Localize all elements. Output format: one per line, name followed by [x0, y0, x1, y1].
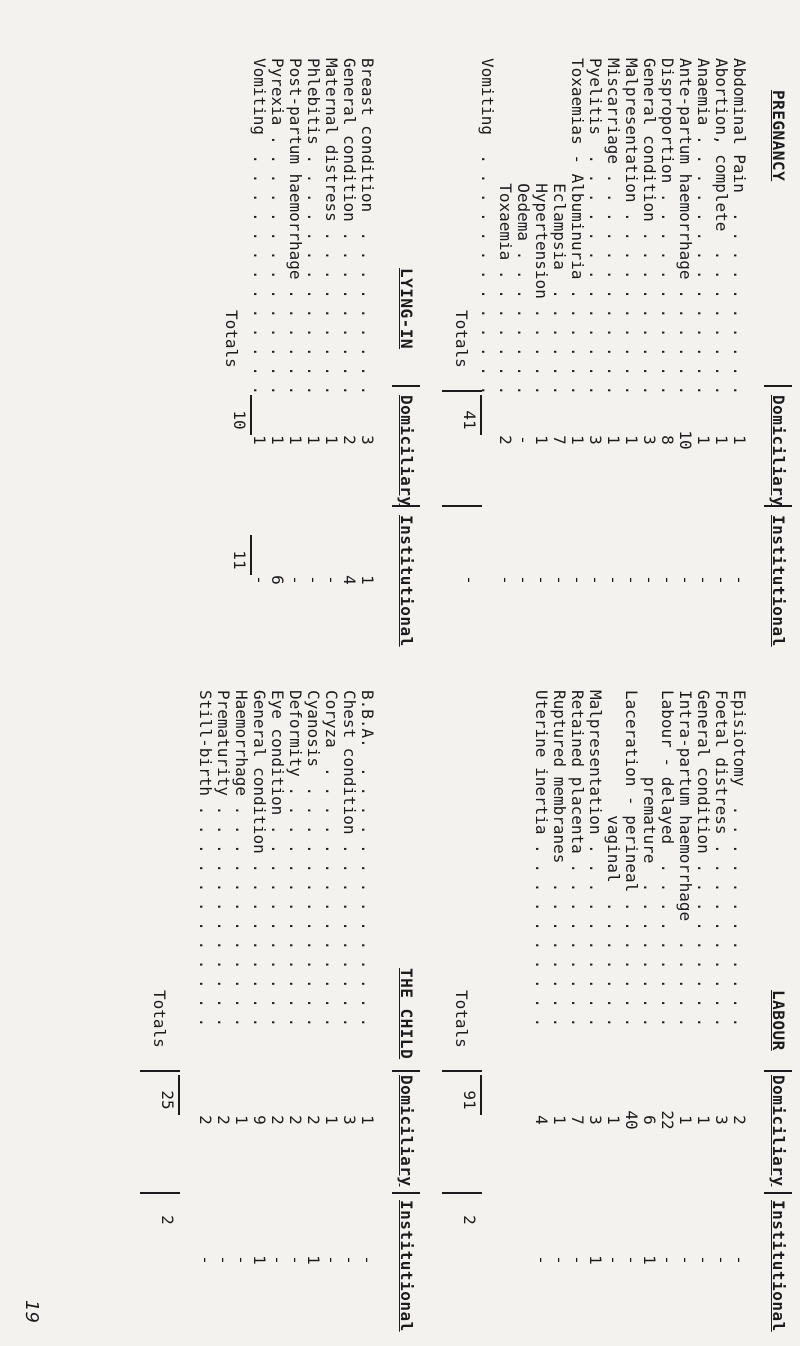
labour-row-label: General condition . . . . . . . . .	[694, 690, 713, 1028]
lying-in-row-institutional: -	[250, 575, 269, 585]
pregnancy-row-domiciliary: 1	[730, 435, 749, 445]
pregnancy-row-label: Malpresentation . . . . . . . . . .	[622, 58, 641, 396]
pregnancy-row-label: Anaemia . . . . . . . . . . . . . .	[694, 58, 713, 396]
lying-in-row-domiciliary: 1	[286, 435, 305, 445]
pregnancy-row-institutional: -	[712, 575, 731, 585]
the-child-totals-bracket-inst	[140, 1192, 180, 1194]
lying-in-row-label: Vomiting . . . . . . . . . . . . .	[250, 58, 269, 396]
pregnancy-row-label: Abdominal Pain . . . . . . . . . .	[730, 58, 749, 396]
labour-row-label: vaginal . . . . . . .	[604, 690, 623, 1028]
lying-in-row-label: Post-partum haemorrhage . . . . . .	[286, 58, 305, 396]
labour-row-institutional: -	[694, 1255, 713, 1265]
the-child-institutional-values	[196, 1240, 376, 1280]
pregnancy-row-domiciliary: 3	[640, 435, 659, 445]
pregnancy-heading: PREGNANCY	[769, 90, 788, 182]
labour-row-domiciliary: 4	[532, 1115, 551, 1125]
labour-row-label: Laceration - perineal . . . . . . .	[622, 690, 641, 1028]
pregnancy-row-label: Oedema . . . . . . . .	[514, 58, 533, 396]
labour-row-domiciliary: 1	[676, 1115, 695, 1125]
lying-in-col-domiciliary: Domiciliary	[397, 395, 416, 507]
lying-in-totals-rule-dom	[250, 395, 252, 435]
labour-header-divider-1	[764, 1070, 792, 1072]
lying-in-totals-dom: 10	[230, 410, 249, 430]
labour-row-label: Episiotomy . . . . . . . . . . . .	[730, 690, 749, 1028]
pregnancy-row-label: Eclampsia . . . . . .	[550, 58, 569, 396]
labour-row-domiciliary: 1	[694, 1115, 713, 1125]
the-child-row-institutional: -	[268, 1255, 287, 1265]
pregnancy-row-institutional: -	[730, 575, 749, 585]
pregnancy-row-domiciliary: 7	[550, 435, 569, 445]
labour-row-label: Intra-partum haemorrhage . . . . .	[676, 690, 695, 1028]
the-child-row-label: Coryza . . . . . . . . . . . . . .	[322, 690, 341, 1028]
the-child-row-institutional: -	[232, 1255, 251, 1265]
labour-row-institutional: 1	[640, 1255, 659, 1265]
lying-in-row-label: Breast condition . . . . . . . . .	[358, 58, 377, 396]
the-child-row-institutional: -	[214, 1255, 233, 1265]
pregnancy-row-label: Disproportion . . . . . . . . . . .	[658, 58, 677, 396]
labour-label-list	[532, 690, 748, 1027]
labour-totals-bracket-inst	[442, 1192, 482, 1194]
lying-in-row-label: General condition . . . . . . . . .	[340, 58, 359, 396]
labour-row-domiciliary: 7	[568, 1115, 587, 1125]
labour-row-institutional: -	[676, 1255, 695, 1265]
lying-in-row-institutional: 6	[268, 575, 287, 585]
labour-row-institutional: -	[712, 1255, 731, 1265]
lying-in-header-divider-1	[392, 385, 420, 387]
labour-row-domiciliary: 22	[658, 1110, 677, 1130]
lying-in-heading: LYING-IN	[397, 268, 416, 350]
labour-institutional-values	[532, 1240, 748, 1280]
the-child-row-label: Haemorrhage . . . . . . . . . . . .	[232, 690, 251, 1028]
pregnancy-row-label: Ante-partum haemorrhage . . . . . .	[676, 58, 695, 396]
pregnancy-totals-dom: 41	[460, 410, 479, 430]
labour-header-divider-2	[764, 1192, 792, 1194]
pregnancy-row-label: Miscarriage . . . . . . . . . . . .	[604, 58, 623, 396]
pregnancy-row-domiciliary: 1	[604, 435, 623, 445]
pregnancy-header-divider-2	[764, 505, 792, 507]
the-child-row-label: Prematurity . . . . . . . . . . . .	[214, 690, 233, 1028]
lying-in-label-list	[250, 58, 376, 395]
pregnancy-row-institutional: -	[622, 575, 641, 585]
the-child-row-label: Still-birth . . . . . . . . . . . .	[196, 690, 215, 1028]
pregnancy-row-institutional: -	[694, 575, 713, 585]
the-child-row-domiciliary: 2	[214, 1115, 233, 1125]
labour-row-label: Foetal distress . . . . . . . . . .	[712, 690, 731, 1028]
labour-col-domiciliary: Domiciliary	[769, 1075, 788, 1187]
labour-row-domiciliary: 3	[712, 1115, 731, 1125]
the-child-row-domiciliary: 3	[340, 1115, 359, 1125]
lying-in-row-institutional: -	[304, 575, 323, 585]
lying-in-row-label: Pyrexia . . . . . . . . . . . . . .	[268, 58, 287, 396]
labour-row-label: Uterine inertia . . . . . . . . . .	[532, 690, 551, 1028]
lying-in-row-institutional: -	[286, 575, 305, 585]
labour-row-label: premature . . . . . . . .	[640, 690, 659, 1028]
the-child-domiciliary-values	[196, 1100, 376, 1140]
pregnancy-row-institutional: -	[568, 575, 587, 585]
labour-totals-bracket-dom	[442, 1070, 482, 1072]
the-child-totals-dom: 25	[158, 1090, 177, 1110]
pregnancy-label-list	[478, 58, 748, 395]
the-child-row-institutional: -	[196, 1255, 215, 1265]
lying-in-col-institutional: Institutional	[397, 515, 416, 647]
pregnancy-row-institutional: -	[640, 575, 659, 585]
the-child-col-institutional: Institutional	[397, 1200, 416, 1332]
labour-row-institutional: -	[622, 1255, 641, 1265]
lying-in-totals-label: Totals	[222, 310, 241, 368]
the-child-row-institutional: -	[340, 1255, 359, 1265]
the-child-row-domiciliary: 2	[286, 1115, 305, 1125]
lying-in-row-institutional: -	[322, 575, 341, 585]
labour-row-domiciliary: 40	[622, 1110, 641, 1130]
pregnancy-row-label: Abortion, complete . . . . . . . .	[712, 58, 731, 396]
pregnancy-row-institutional: -	[550, 575, 569, 585]
the-child-row-institutional: -	[358, 1255, 377, 1265]
the-child-row-institutional: 1	[304, 1255, 323, 1265]
labour-row-domiciliary: 3	[586, 1115, 605, 1125]
lying-in-row-domiciliary: 3	[358, 435, 377, 445]
lying-in-institutional-values	[250, 560, 376, 600]
pregnancy-totals-bracket-inst	[442, 505, 482, 507]
pregnancy-row-domiciliary: -	[514, 435, 533, 445]
the-child-row-label: Deformity . . . . . . . . . . . . .	[286, 690, 305, 1028]
labour-row-institutional: 1	[586, 1255, 605, 1265]
the-child-row-label: Cyanosis . . . . . . . . . . . . .	[304, 690, 323, 1028]
labour-row-label: Ruptured membranes . . . . . . . .	[550, 690, 569, 1028]
pregnancy-row-domiciliary: 1	[694, 435, 713, 445]
the-child-totals-bracket-dom	[140, 1070, 180, 1072]
the-child-row-domiciliary: 2	[196, 1115, 215, 1125]
pregnancy-row-label: Vomiting . . . . . . . . . . . . .	[478, 58, 497, 396]
the-child-row-domiciliary: 2	[304, 1115, 323, 1125]
pregnancy-row-domiciliary: 1	[712, 435, 731, 445]
pregnancy-row-domiciliary: 3	[586, 435, 605, 445]
the-child-row-institutional: 1	[250, 1255, 269, 1265]
pregnancy-row-institutional: -	[658, 575, 677, 585]
labour-row-label: Retained placenta . . . . . . . . .	[568, 690, 587, 1028]
the-child-header-divider-1	[392, 1070, 420, 1072]
the-child-totals-label: Totals	[150, 990, 169, 1048]
page-number: 19	[21, 1300, 42, 1323]
the-child-row-label: B.B.A. . . . . . . . . . . . . . .	[358, 690, 377, 1028]
labour-row-label: Labour - delayed . . . . . . . . .	[658, 690, 677, 1028]
lying-in-domiciliary-values	[250, 420, 376, 460]
the-child-label-list	[196, 690, 376, 1027]
pregnancy-row-domiciliary: 1	[532, 435, 551, 445]
pregnancy-row-label: Pyelitis . . . . . . . . . . . . .	[586, 58, 605, 396]
labour-row-institutional: -	[568, 1255, 587, 1265]
lying-in-row-label: Maternal distress . . . . . . . . .	[322, 58, 341, 396]
labour-domiciliary-values	[532, 1100, 748, 1140]
the-child-row-domiciliary: 1	[322, 1115, 341, 1125]
labour-col-institutional: Institutional	[769, 1200, 788, 1332]
pregnancy-totals-inst: -	[460, 575, 479, 585]
pregnancy-col-domiciliary: Domiciliary	[769, 395, 788, 507]
labour-row-domiciliary: 6	[640, 1115, 659, 1125]
labour-row-institutional: -	[604, 1255, 623, 1265]
pregnancy-totals-rule-dom	[480, 395, 482, 435]
pregnancy-row-domiciliary: 1	[568, 435, 587, 445]
pregnancy-totals-bracket-dom	[442, 390, 482, 392]
lying-in-row-label: Phlebitis . . . . . . . . . . . . .	[304, 58, 323, 396]
the-child-col-domiciliary: Domiciliary	[397, 1075, 416, 1187]
labour-row-domiciliary: 1	[604, 1115, 623, 1125]
the-child-row-institutional: -	[286, 1255, 305, 1265]
labour-totals-dom: 91	[460, 1090, 479, 1110]
pregnancy-row-institutional: -	[676, 575, 695, 585]
the-child-totals-inst: 2	[158, 1215, 177, 1225]
lying-in-row-domiciliary: 1	[304, 435, 323, 445]
lying-in-totals-inst: 11	[230, 550, 249, 570]
labour-row-label: Malpresentation . . . . . . . . . .	[586, 690, 605, 1028]
pregnancy-row-institutional: -	[514, 575, 533, 585]
pregnancy-domiciliary-values	[478, 420, 748, 460]
pregnancy-row-label: Toxaemia . . . . . . .	[496, 58, 515, 396]
the-child-row-domiciliary: 9	[250, 1115, 269, 1125]
labour-totals-label: Totals	[452, 990, 471, 1048]
labour-row-institutional: -	[550, 1255, 569, 1265]
labour-row-institutional: -	[730, 1255, 749, 1265]
lying-in-row-domiciliary: 1	[250, 435, 269, 445]
lying-in-row-institutional: 4	[340, 575, 359, 585]
labour-row-institutional: -	[658, 1255, 677, 1265]
lying-in-row-domiciliary: 1	[322, 435, 341, 445]
pregnancy-row-institutional: -	[604, 575, 623, 585]
lying-in-row-institutional: 1	[358, 575, 377, 585]
pregnancy-totals-label: Totals	[452, 310, 471, 368]
the-child-header-divider-2	[392, 1192, 420, 1194]
labour-row-domiciliary: 2	[730, 1115, 749, 1125]
lying-in-totals-rule-inst	[250, 535, 252, 575]
pregnancy-row-domiciliary: 2	[496, 435, 515, 445]
the-child-totals-rule-dom	[178, 1075, 180, 1115]
pregnancy-row-domiciliary: 8	[658, 435, 677, 445]
the-child-row-label: General condition . . . . . . . . .	[250, 690, 269, 1028]
the-child-row-domiciliary: 1	[358, 1115, 377, 1125]
the-child-row-institutional: -	[322, 1255, 341, 1265]
pregnancy-row-institutional: -	[532, 575, 551, 585]
the-child-row-label: Chest condition . . . . . . . . . .	[340, 690, 359, 1028]
the-child-row-domiciliary: 1	[232, 1115, 251, 1125]
the-child-heading: THE CHILD	[397, 968, 416, 1060]
pregnancy-row-institutional: -	[586, 575, 605, 585]
lying-in-row-domiciliary: 2	[340, 435, 359, 445]
pregnancy-row-label: General condition . . . . . . . . .	[640, 58, 659, 396]
labour-totals-inst: 2	[460, 1215, 479, 1225]
labour-row-domiciliary: 1	[550, 1115, 569, 1125]
pregnancy-institutional-values	[478, 560, 748, 600]
lying-in-row-domiciliary: 1	[268, 435, 287, 445]
labour-row-institutional: -	[532, 1255, 551, 1265]
the-child-row-domiciliary: 2	[268, 1115, 287, 1125]
pregnancy-col-institutional: Institutional	[769, 515, 788, 647]
lying-in-header-divider-2	[392, 505, 420, 507]
pregnancy-header-divider-1	[764, 385, 792, 387]
pregnancy-row-label: Hypertension . . . . .	[532, 58, 551, 396]
pregnancy-row-domiciliary: 10	[676, 430, 695, 450]
pregnancy-row-label: Toxaemias - Albuminuria . . . . . .	[568, 58, 587, 396]
pregnancy-row-institutional: -	[496, 575, 515, 585]
pregnancy-row-domiciliary: 1	[622, 435, 641, 445]
the-child-row-label: Eye condition . . . . . . . . . . .	[268, 690, 287, 1028]
labour-totals-rule-dom	[480, 1075, 482, 1115]
labour-heading: LABOUR	[769, 990, 788, 1051]
pregnancy-row-institutional	[478, 560, 496, 600]
